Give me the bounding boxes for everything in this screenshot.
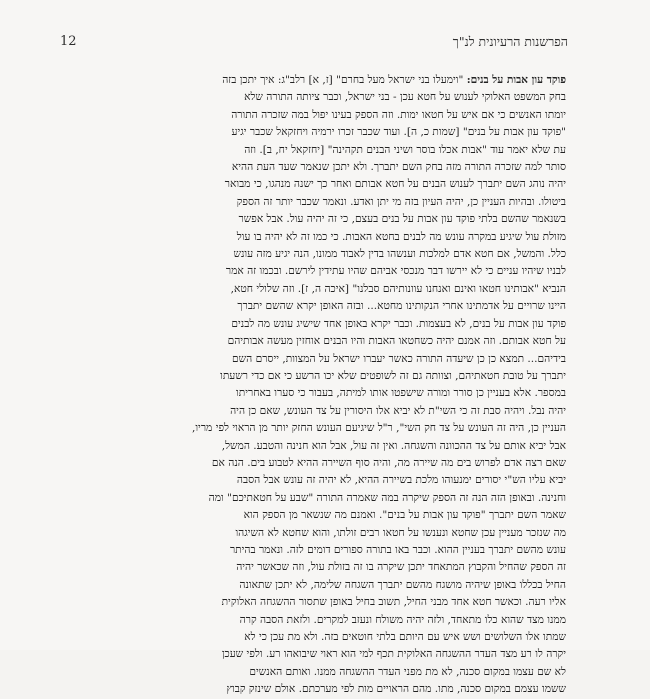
text-line: שאמר השם יתברך "פוקד עון אבות על בנים". ואמנם מה שנשאר מן הספק הוא: [243, 509, 566, 522]
text-line: פוקד עון אבות על בנים, לא בעצמות. וכבר יקרא באופן אחד שישיג עונש מה לבנים: [231, 317, 566, 330]
text-line: יתברך על טובת חטאתיהם, וצוותה גם זה לשופטים שלא יכו הרשע כי אם כדי רשעתו: [220, 369, 566, 382]
running-title: הפרשנות הרעיונית לנ"ך: [452, 34, 568, 49]
text-line: החיל בכללו באופן שיהיה מושגח מהשם יתברך השגחה שלימה, לא יתכן שתאונה: [239, 578, 566, 591]
section-heading: פוקד עון אבות על בנים:: [466, 74, 566, 86]
text-line: יומתו האנשים כי אם איש על חטאו ימות. וזה הספק בעינו יפול במה שזכרה התורה: [231, 108, 566, 121]
text-line: לא שם עצמו במקום סכנה, לא מת מפני העדר ההשגחה ממנו. ואותם האנשים: [249, 665, 566, 678]
text-line: סותר למה שזכרה התורה מזה בחק השם יתברך. ולא יתכן שנאמר שעד העת ההיא: [231, 161, 566, 174]
text-line: "פוקד עון אבות על בנים" [שמות כ, ה]. ועוד שכבר זכרו ירמיה ויחזקאל שכבר יגיע: [231, 126, 566, 139]
text-line: ששמו עצמם במקום סכנה, מתו. מהם הראויים מות לפי מערכתם. אולם שינזק קבוץ: [226, 683, 566, 696]
text-line: יקרה לו רע מצד העדר ההשגחה האלוקית תכף למי הוא ראוי שיבואהו רע. ולפי שעכן: [221, 648, 566, 661]
text-line: העניין כן, היה זה העונש על צד חק השי", ר"ל שיגיעם העונש החזק יותר מן הראוי לפי מריו,: [191, 422, 566, 435]
text-line: זה הספק שהחיל והקבוץ המתאחד יתכן שיקרה בו זה בזולת עול, וזה שכאשר יהיה: [236, 561, 566, 574]
text-line: כלל. והמשל, אם חטא אדם למלכות וענשהו בדין לאבוד ממונו, הנה יגיע מזה עונש: [233, 248, 566, 261]
text-line: שאם רצה אדם לפרוש בים מה שיירה מה, והיה סוף השיירה ההיא לטבוע בים. הנה אם: [211, 456, 566, 469]
text-line: ביטולו. ובהיות העניין כן, יהיה העיון בזה מי יתן ואדע. ונאמר שכבר יותר זה הספק: [236, 195, 566, 208]
section-first-line: "וימעלו בני ישראל מעל בחרם" [ז, א] רלב"ג: איך יתכן בזה: [222, 74, 464, 86]
text-line: מזולת עול שיגיע במקרה עונש מה לבנים בחטא האבות. כי כמו זה לא יהיה בו עול: [236, 230, 566, 243]
text-line: הנביא "אבותינו חטאו ואינם ואנחנו עוונותיהם סבלנו" [איכה ה, ז]. וזה שלולי חטא,: [230, 282, 566, 295]
text-line: אליו רעה. וכאשר חטא אחד מבני החיל, תשוב בחיל באופן שתסור ההשגחה האלוקית: [221, 596, 566, 609]
text-line: ממנו מצד שהוא כלו מתאחד, ולזה יהיה משולח ונעזב למקרים. ולזאת הסבה קרה: [239, 613, 566, 626]
text-line: וחנינה. ובאופן הזה הנה זה הספק שיקרה במה שאמרה התורה "שבע על חטאתיכם" ומה: [208, 491, 566, 504]
text-line: יהיה נבל. ויהיה סבת זה כי השי"ת לא יביא אלו היסורין על צד העונש, שאם כן היה: [230, 404, 566, 417]
page-number: 12: [60, 34, 77, 49]
text-line: אבל יביא אותם על צד ההכוונה והשגחה. ואין זה עול, אבל הוא חנינה והטבע. המשל,: [221, 439, 566, 452]
text-line: עת שלא יאמר עוד "אבות אכלו בוסר ושיני הבנים תקהינה" [יחזקאל יח, ב]. וזה: [244, 143, 566, 156]
text-line-first: [86, 72, 566, 89]
text-line: לבניו שיהיו עניים כי לא יירשו דבר מנכסי אביהם שהיו עתידין לירשם. ובכמו זה אמר: [225, 265, 566, 278]
text-line: היינו שרויים על אדמתינו אחרי הנקותינו מחטא... ובזה האופן יקרא שהשם יתברך: [237, 300, 566, 313]
text-line: מה שנזכר מעניין עכן שחטא ונענשו על חטאו רבים זולתו, והוא שחטא לא השיגהו: [235, 526, 566, 539]
page-header: [60, 34, 568, 54]
text-line: עונש מהשם יתברך בעניין ההוא. וכבר באו בתורה ספורים דומים לזה. ונאמר בהיתר: [229, 543, 566, 556]
body-text: [86, 72, 566, 699]
text-line: יהיה נוהג השם יתברך לענוש הבנים על חטא אבותם ואחר כך ישנה מנהגו, כי מבואר: [224, 178, 566, 191]
text-line: יביא עליו הש"י יסורים ימנעוהו מלכת בשיירה ההיא, לא יהיה זה עונש אבל הסבה: [236, 474, 566, 487]
text-line: בידיהם... תמצא כן כן שיעדה התורה כאשר יעברו ישראל על המצוות, ייסרם השם: [232, 352, 566, 365]
text-line: במספר. אלא בעניין כן סורר ומורה שישפטו אותו למיתה, בעבור כי סערו באחריתו: [236, 387, 566, 400]
text-line: בחק המשפט האלוקי לענוש על חטא עכן - בני ישראל, וכבר ציותה התורה שלא: [244, 91, 566, 104]
text-line: על חטא אבותם. וזה אמנם יהיה כשחטאו האבות והיו הבנים אוחזין מעשה אבותיהם: [227, 335, 566, 348]
text-line: שמתו אלו השלושים ושש איש עם היותם בלתי חוטאים בזה. ולא מת עכן כי לא: [244, 631, 566, 643]
text-line: בשנאמר שהשם בלתי פוקד עון אבות על בנים בעצם, כי זה יהיה עול. אבל אפשר: [238, 213, 566, 226]
